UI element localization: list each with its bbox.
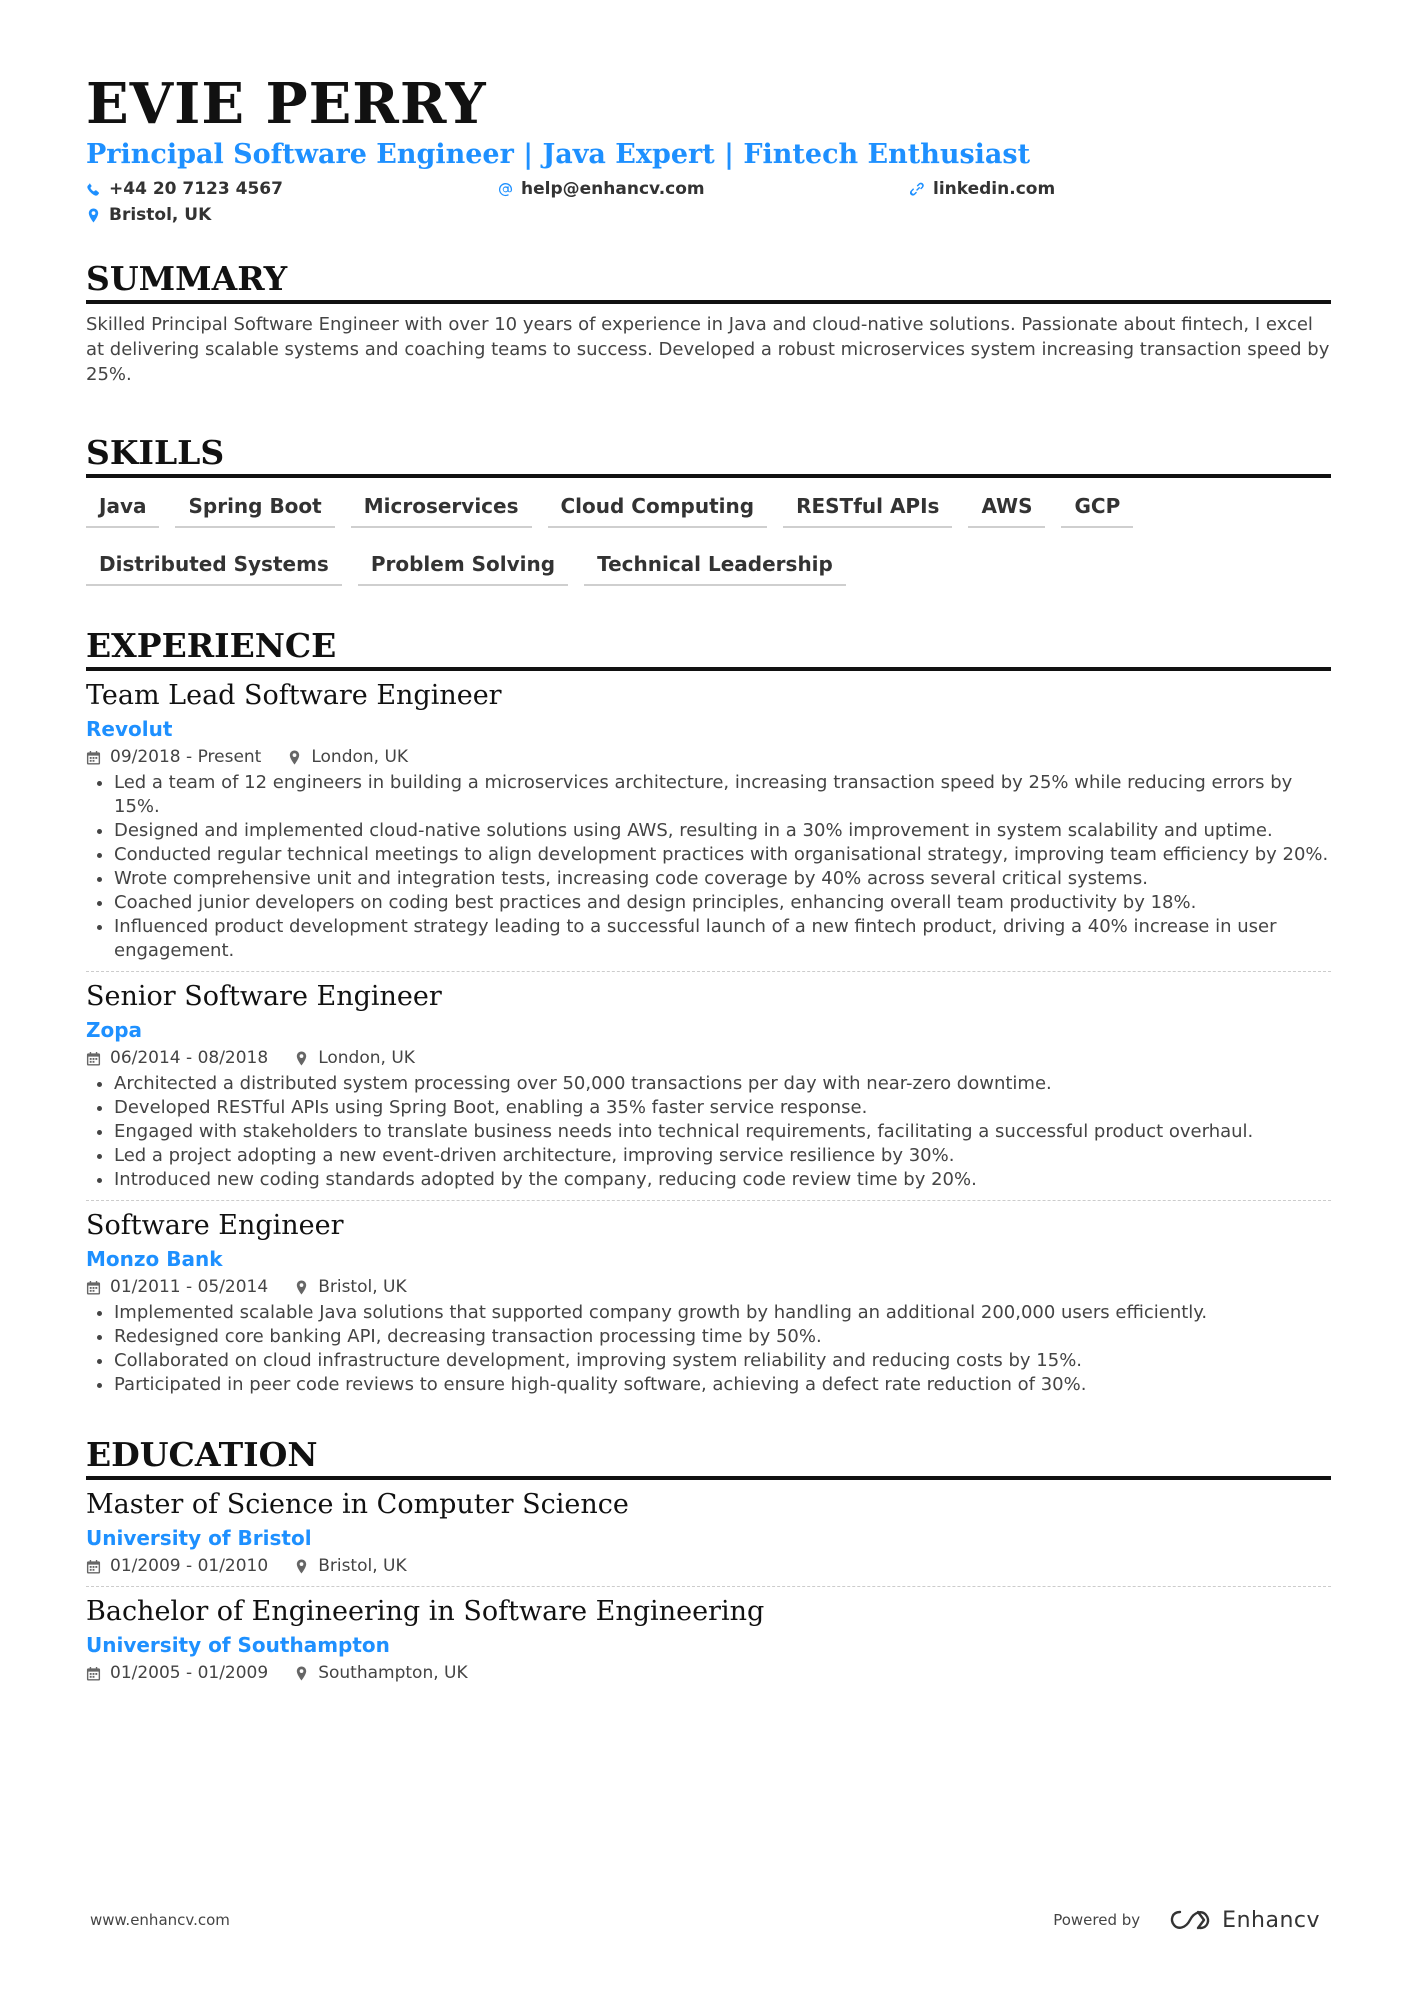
job-entry bbox=[86, 1209, 1331, 1397]
powered-by-label: Powered by bbox=[1053, 1911, 1141, 1929]
calendar-icon bbox=[86, 1666, 101, 1681]
job-title: Senior Software Engineer bbox=[86, 981, 442, 1012]
skill-tag: Java bbox=[86, 488, 159, 528]
date-range: 06/2014 - 08/2018 bbox=[110, 1048, 269, 1068]
page-footer bbox=[90, 1900, 1320, 1940]
meta-row bbox=[86, 1661, 1331, 1685]
job-bullet: • Wrote comprehensive unit and integration tests, increasing code coverage by 40% across several critical systems. bbox=[114, 867, 1331, 891]
email-text: help@enhancv.com bbox=[521, 179, 705, 199]
experience-title: EXPERIENCE bbox=[86, 626, 1331, 671]
job-bullet: • Participated in peer code reviews to ensure high-quality software, achieving a defect rate reduction of 30%. bbox=[114, 1373, 1331, 1397]
summary-text: Skilled Principal Software Engineer with over 10 years of experience in Java and cloud-native solutions. Passionate about fintech, I excel at delivering scalable systems and coaching teams to success. Developed a robust microservices system increasing transaction speed by 25%. bbox=[86, 314, 1330, 385]
job-bullet: • Engaged with stakeholders to translate business needs into technical requirements, facilitating a successful product overhaul. bbox=[114, 1120, 1331, 1144]
skill-tag: Distributed Systems bbox=[86, 546, 342, 586]
company-name: Zopa bbox=[86, 1018, 143, 1042]
location-pin-icon bbox=[287, 750, 302, 765]
job-bullet: • Redesigned core banking API, decreasing transaction processing time by 50%. bbox=[114, 1325, 1331, 1349]
job-bullet: • Implemented scalable Java solutions that supported company growth by handling an additional 200,000 users efficiently. bbox=[114, 1301, 1331, 1325]
job-bullet: • Introduced new coding standards adopted by the company, reducing code review time by 20%. bbox=[114, 1168, 1331, 1192]
meta-row bbox=[86, 1554, 1331, 1578]
contact-linkedin[interactable] bbox=[910, 176, 1322, 202]
skill-tag: Microservices bbox=[351, 488, 532, 528]
phone-text: +44 20 7123 4567 bbox=[109, 179, 283, 199]
date-range: 01/2005 - 01/2009 bbox=[110, 1663, 269, 1683]
job-bullets bbox=[86, 1072, 1331, 1192]
skills-list bbox=[86, 488, 1331, 604]
location: London, UK bbox=[318, 1048, 415, 1068]
divider bbox=[86, 1586, 1331, 1587]
job-bullet: • Influenced product development strategy leading to a successful launch of a new fintech product, driving a 40% increase in user engagement. bbox=[114, 915, 1331, 963]
divider bbox=[86, 1200, 1331, 1201]
location: Southampton, UK bbox=[318, 1663, 468, 1683]
location: Bristol, UK bbox=[318, 1277, 407, 1297]
education-list bbox=[86, 1488, 1331, 1685]
school-name: University of Bristol bbox=[86, 1526, 312, 1550]
skill-tag: GCP bbox=[1061, 488, 1133, 528]
skill-tag: Spring Boot bbox=[175, 488, 334, 528]
footer-url[interactable]: www.enhancv.com bbox=[90, 1911, 230, 1929]
date-range: 01/2009 - 01/2010 bbox=[110, 1556, 269, 1576]
calendar-icon bbox=[86, 1051, 101, 1066]
degree-title: Master of Science in Computer Science bbox=[86, 1489, 629, 1520]
location-pin-icon bbox=[86, 208, 101, 223]
skill-tag: Technical Leadership bbox=[584, 546, 846, 586]
job-bullet: • Led a project adopting a new event-driven architecture, improving service resilience by 30%. bbox=[114, 1144, 1331, 1168]
link-icon bbox=[910, 182, 925, 197]
job-title: Software Engineer bbox=[86, 1210, 344, 1241]
degree-title: Bachelor of Engineering in Software Engineering bbox=[86, 1596, 765, 1627]
candidate-headline: Principal Software Engineer | Java Expert | Fintech Enthusiast bbox=[86, 139, 1031, 170]
contact-location bbox=[86, 202, 498, 228]
experience-section bbox=[86, 626, 1331, 1397]
phone-icon bbox=[86, 182, 101, 197]
job-bullet: • Designed and implemented cloud-native solutions using AWS, resulting in a 30% improvement in system scalability and uptime. bbox=[114, 819, 1331, 843]
candidate-name: EVIE PERRY bbox=[86, 71, 487, 137]
job-entry bbox=[86, 980, 1331, 1201]
meta-row bbox=[86, 1046, 1331, 1070]
job-bullet: • Conducted regular technical meetings to align development practices with organisational strategy, improving team efficiency by 20%. bbox=[114, 843, 1331, 867]
job-bullet: • Coached junior developers on coding best practices and design principles, enhancing overall team productivity by 18%. bbox=[114, 891, 1331, 915]
location-pin-icon bbox=[294, 1280, 309, 1295]
skill-tag: RESTful APIs bbox=[783, 488, 952, 528]
job-title: Team Lead Software Engineer bbox=[86, 680, 502, 711]
calendar-icon bbox=[86, 750, 101, 765]
contact-info bbox=[86, 176, 1331, 228]
job-bullets bbox=[86, 771, 1331, 963]
linkedin-text: linkedin.com bbox=[933, 179, 1056, 199]
job-entry bbox=[86, 679, 1331, 972]
date-range: 01/2011 - 05/2014 bbox=[110, 1277, 269, 1297]
education-title: EDUCATION bbox=[86, 1435, 1331, 1480]
company-name: Monzo Bank bbox=[86, 1247, 223, 1271]
meta-row bbox=[86, 1275, 1331, 1299]
skills-section bbox=[86, 433, 1331, 604]
location-pin-icon bbox=[294, 1051, 309, 1066]
company-name: Revolut bbox=[86, 717, 173, 741]
skill-tag: AWS bbox=[968, 488, 1045, 528]
education-entry bbox=[86, 1595, 1331, 1685]
divider bbox=[86, 971, 1331, 972]
location-pin-icon bbox=[294, 1559, 309, 1574]
job-bullets bbox=[86, 1301, 1331, 1397]
summary-title: SUMMARY bbox=[86, 259, 1331, 304]
location-pin-icon bbox=[294, 1666, 309, 1681]
job-bullet: • Collaborated on cloud infrastructure development, improving system reliability and reducing costs by 15%. bbox=[114, 1349, 1331, 1373]
contact-phone[interactable] bbox=[86, 176, 498, 202]
education-entry bbox=[86, 1488, 1331, 1587]
jobs-list bbox=[86, 679, 1331, 1397]
date-range: 09/2018 - Present bbox=[110, 747, 262, 767]
location: Bristol, UK bbox=[318, 1556, 407, 1576]
enhancv-logo-icon bbox=[1168, 1907, 1214, 1933]
skill-tag: Problem Solving bbox=[358, 546, 568, 586]
location: London, UK bbox=[311, 747, 409, 767]
school-name: University of Southampton bbox=[86, 1633, 390, 1657]
job-bullet: • Developed RESTful APIs using Spring Boot, enabling a 35% faster service response. bbox=[114, 1096, 1331, 1120]
skills-title: SKILLS bbox=[86, 433, 1331, 478]
powered-by bbox=[1053, 1907, 1320, 1933]
location-text: Bristol, UK bbox=[109, 205, 212, 225]
job-bullet: • Led a team of 12 engineers in building a microservices architecture, increasing transaction speed by 25% while reducing errors by 15%. bbox=[114, 771, 1331, 819]
resume-header bbox=[86, 72, 1331, 228]
calendar-icon bbox=[86, 1559, 101, 1574]
calendar-icon bbox=[86, 1280, 101, 1295]
meta-row bbox=[86, 745, 1331, 769]
at-icon bbox=[498, 182, 513, 197]
contact-email[interactable] bbox=[498, 176, 910, 202]
skill-tag: Cloud Computing bbox=[548, 488, 768, 528]
brand-name: Enhancv bbox=[1222, 1907, 1320, 1933]
resume-page bbox=[86, 72, 1331, 1685]
education-section bbox=[86, 1435, 1331, 1685]
job-bullet: • Architected a distributed system processing over 50,000 transactions per day with near-zero downtime. bbox=[114, 1072, 1331, 1096]
summary-section bbox=[86, 259, 1331, 387]
